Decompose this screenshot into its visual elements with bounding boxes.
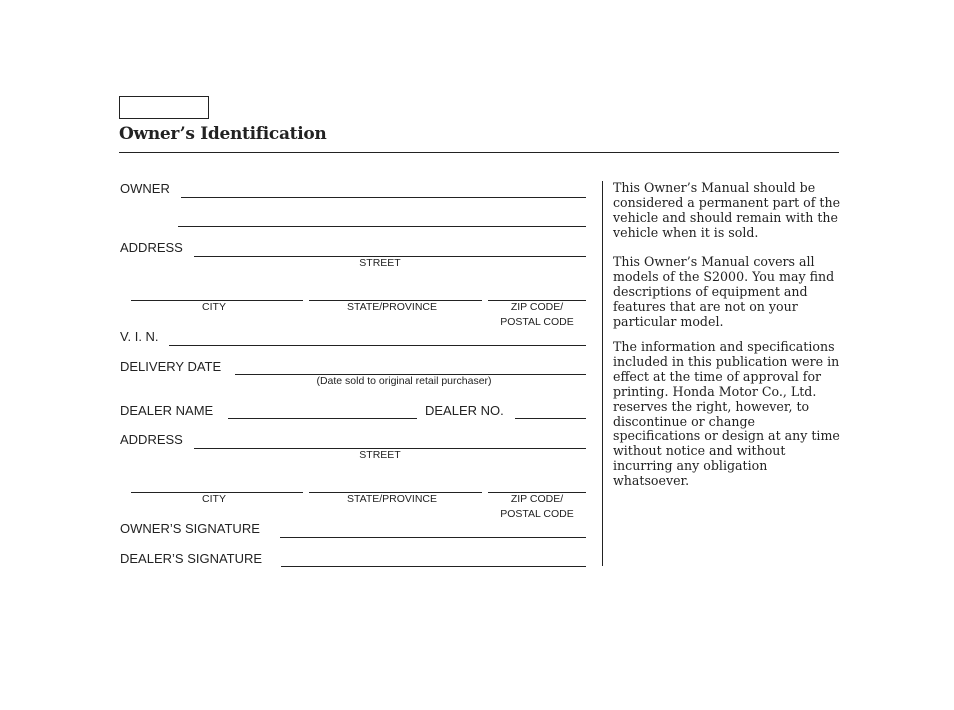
dealer-city-caption: CITY <box>202 493 226 505</box>
state-caption: STATE/PROVINCE <box>346 301 438 313</box>
dealer-signature-label: DEALER’S SIGNATURE <box>120 551 263 566</box>
dealer-address-label: ADDRESS <box>120 432 183 447</box>
sidebar-paragraph-2: This Owner’s Manual covers all models of the S2000. You may find descriptions of equipment and features that are not on your particular model. <box>613 254 835 329</box>
dealer-state-caption: STATE/PROVINCE <box>346 493 438 505</box>
dealer-postal-caption: POSTAL CODE <box>500 508 574 520</box>
page-title: Owner’s Identification <box>119 124 327 144</box>
owner-label: OWNER <box>120 181 170 196</box>
dealer-zip-caption: ZIP CODE/ <box>510 493 564 505</box>
owner-line-2[interactable] <box>178 226 586 227</box>
delivery-date-caption: (Date sold to original retail purchaser) <box>316 375 492 387</box>
owner-signature-label: OWNER’S SIGNATURE <box>120 521 260 536</box>
owner-signature-line[interactable] <box>280 537 586 538</box>
column-divider <box>602 181 603 566</box>
dealer-signature-line[interactable] <box>281 566 586 567</box>
owner-line[interactable] <box>181 197 586 198</box>
dealer-no-label: DEALER NO. <box>425 403 504 418</box>
sidebar-paragraph-1: This Owner’s Manual should be considered a permanent part of the vehicle and should remain with the vehicle when it is sold. <box>613 180 841 240</box>
title-rule <box>119 152 839 153</box>
vin-label: V. I. N. <box>120 329 159 344</box>
section-tab-box <box>119 96 209 119</box>
street-caption: STREET <box>359 257 401 269</box>
zip-caption: ZIP CODE/ <box>510 301 564 313</box>
dealer-street-caption: STREET <box>359 449 401 461</box>
dealer-name-line[interactable] <box>228 418 417 419</box>
sidebar-paragraph-3: The information and specifications included in this publication were in effect at the time of approval for printing. Honda Motor Co., Ltd. reserves the right, however, to discontinue or change specifications or design at any time without notice and without incurring any obligation whatsoever. <box>613 339 840 489</box>
vin-line[interactable] <box>169 345 586 346</box>
dealer-no-line[interactable] <box>515 418 586 419</box>
postal-caption: POSTAL CODE <box>500 316 574 328</box>
delivery-date-label: DELIVERY DATE <box>120 359 222 374</box>
address-label: ADDRESS <box>120 240 183 255</box>
dealer-name-label: DEALER NAME <box>120 403 214 418</box>
city-caption: CITY <box>202 301 226 313</box>
